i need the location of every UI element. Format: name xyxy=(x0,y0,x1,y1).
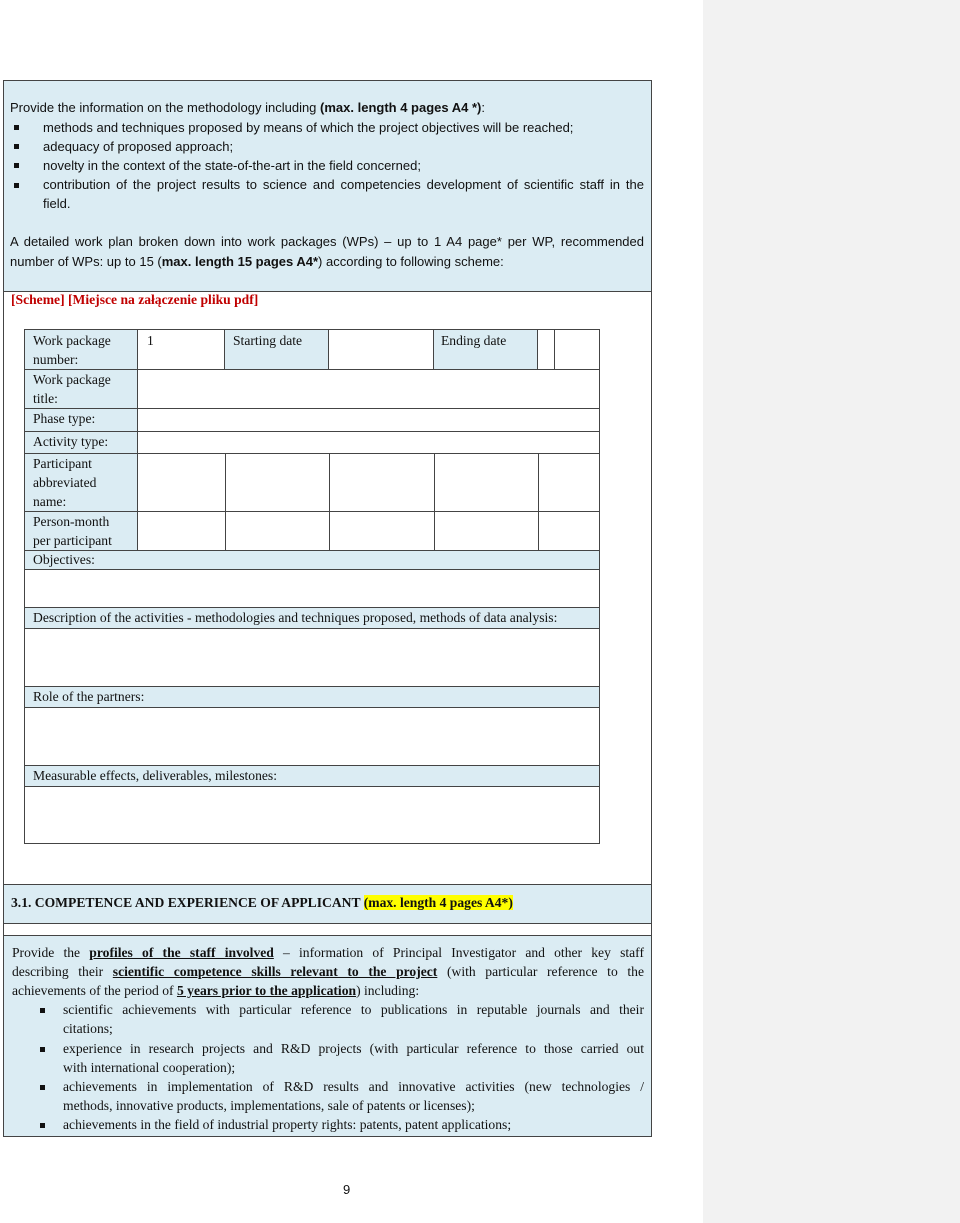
activity-type-value-cell[interactable] xyxy=(137,431,600,454)
scheme-label: [Scheme] [Miejsce na załączenie pliku pdf] xyxy=(11,292,259,307)
profiles-line1: Provide the profiles of the staff involved – information of Principal Investigator and other key staff xyxy=(12,945,644,960)
methodology-bullet-4-cont: field. xyxy=(43,196,71,211)
wp-number-label-cell: Work package number: xyxy=(24,329,138,370)
effects-label-cell: Measurable effects, deliverables, milestones: xyxy=(24,765,600,787)
methodology-bullet-1: methods and techniques proposed by means of which the project objectives will be reached; xyxy=(43,120,574,135)
person-month-cell[interactable] xyxy=(137,511,226,551)
methodology-section xyxy=(4,81,651,292)
bullet-icon xyxy=(14,125,19,130)
methodology-bullet-2: adequacy of proposed approach; xyxy=(43,139,234,154)
ending-date-label-cell: Ending date xyxy=(433,329,538,370)
participant-cell[interactable] xyxy=(434,453,539,512)
participant-cell[interactable] xyxy=(329,453,435,512)
page-number: 9 xyxy=(343,1182,351,1197)
person-month-label-cell: Person-month per participant xyxy=(24,511,138,551)
bullet-icon xyxy=(14,163,19,168)
methodology-bullet-3: novelty in the context of the state-of-the-art in the field concerned; xyxy=(43,158,421,173)
profiles-bullet-1: scientific achievements with particular reference to publications in reputable journals and their xyxy=(63,1002,644,1017)
work-plan-text-line2: number of WPs: up to 15 (max. length 15 pages A4*) according to following scheme: xyxy=(10,254,504,269)
profiles-line2: describing their scientific competence skills relevant to the project (with particular reference to the xyxy=(12,964,644,979)
profiles-bullet-2-cont: with international cooperation); xyxy=(63,1060,236,1075)
bullet-icon xyxy=(40,1008,45,1013)
phase-type-value-cell[interactable] xyxy=(137,408,600,432)
work-package-table xyxy=(24,329,600,844)
partners-value-cell[interactable] xyxy=(24,707,600,766)
bullet-icon xyxy=(14,183,19,188)
objectives-label-cell: Objectives: xyxy=(24,550,600,570)
profiles-bullet-1-cont: citations; xyxy=(63,1021,113,1036)
methodology-bullet-4: contribution of the project results to science and competencies development of scientific staff in the xyxy=(43,177,644,192)
profiles-bullet-4: achievements in the field of industrial property rights: patents, patent applications; xyxy=(63,1117,512,1132)
person-month-cell[interactable] xyxy=(434,511,539,551)
wp-title-label-cell: Work package title: xyxy=(24,369,138,409)
participant-cell[interactable] xyxy=(137,453,226,512)
work-plan-text-line1: A detailed work plan broken down into work packages (WPs) – up to 1 A4 page* per WP, recommended xyxy=(10,234,644,249)
starting-date-value-cell[interactable] xyxy=(328,329,434,370)
participant-cell[interactable] xyxy=(538,453,600,512)
profiles-bullet-2: experience in research projects and R&D projects (with particular reference to those carried out xyxy=(63,1041,644,1056)
bullet-icon xyxy=(40,1047,45,1052)
profiles-bullet-3-cont: methods, innovative products, implementations, sale of patents or licenses); xyxy=(63,1098,475,1113)
person-month-cell[interactable] xyxy=(538,511,600,551)
partners-label-cell: Role of the partners: xyxy=(24,686,600,708)
participant-cell[interactable] xyxy=(225,453,330,512)
competence-heading: 3.1. COMPETENCE AND EXPERIENCE OF APPLICANT (max. length 4 pages A4*) xyxy=(11,895,513,910)
description-label-cell: Description of the activities - methodologies and techniques proposed, methods of data analysis: xyxy=(24,607,600,629)
person-month-cell[interactable] xyxy=(329,511,435,551)
description-value-cell[interactable] xyxy=(24,628,600,687)
bullet-icon xyxy=(14,144,19,149)
profiles-line3: achievements of the period of 5 years prior to the application) including: xyxy=(12,983,420,998)
comment-pane xyxy=(703,0,960,1223)
profiles-section xyxy=(4,935,651,1136)
competence-heading-section xyxy=(4,884,651,924)
bullet-icon xyxy=(40,1123,45,1128)
activity-type-label-cell: Activity type: xyxy=(24,431,138,454)
participant-label-cell: Participant abbreviated name: xyxy=(24,453,138,512)
wp-title-value-cell[interactable] xyxy=(137,369,600,409)
starting-date-label-cell: Starting date xyxy=(224,329,329,370)
person-month-cell[interactable] xyxy=(225,511,330,551)
effects-value-cell[interactable] xyxy=(24,786,600,844)
phase-type-label-cell: Phase type: xyxy=(24,408,138,432)
methodology-intro: Provide the information on the methodology including (max. length 4 pages A4 *): xyxy=(10,100,485,115)
profiles-bullet-3: achievements in implementation of R&D results and innovative activities (new technologies / xyxy=(63,1079,644,1094)
bullet-icon xyxy=(40,1085,45,1090)
objectives-value-cell[interactable] xyxy=(24,569,600,608)
wp-number-value: 1 xyxy=(147,333,154,348)
ending-date-value-cell[interactable] xyxy=(537,329,600,370)
